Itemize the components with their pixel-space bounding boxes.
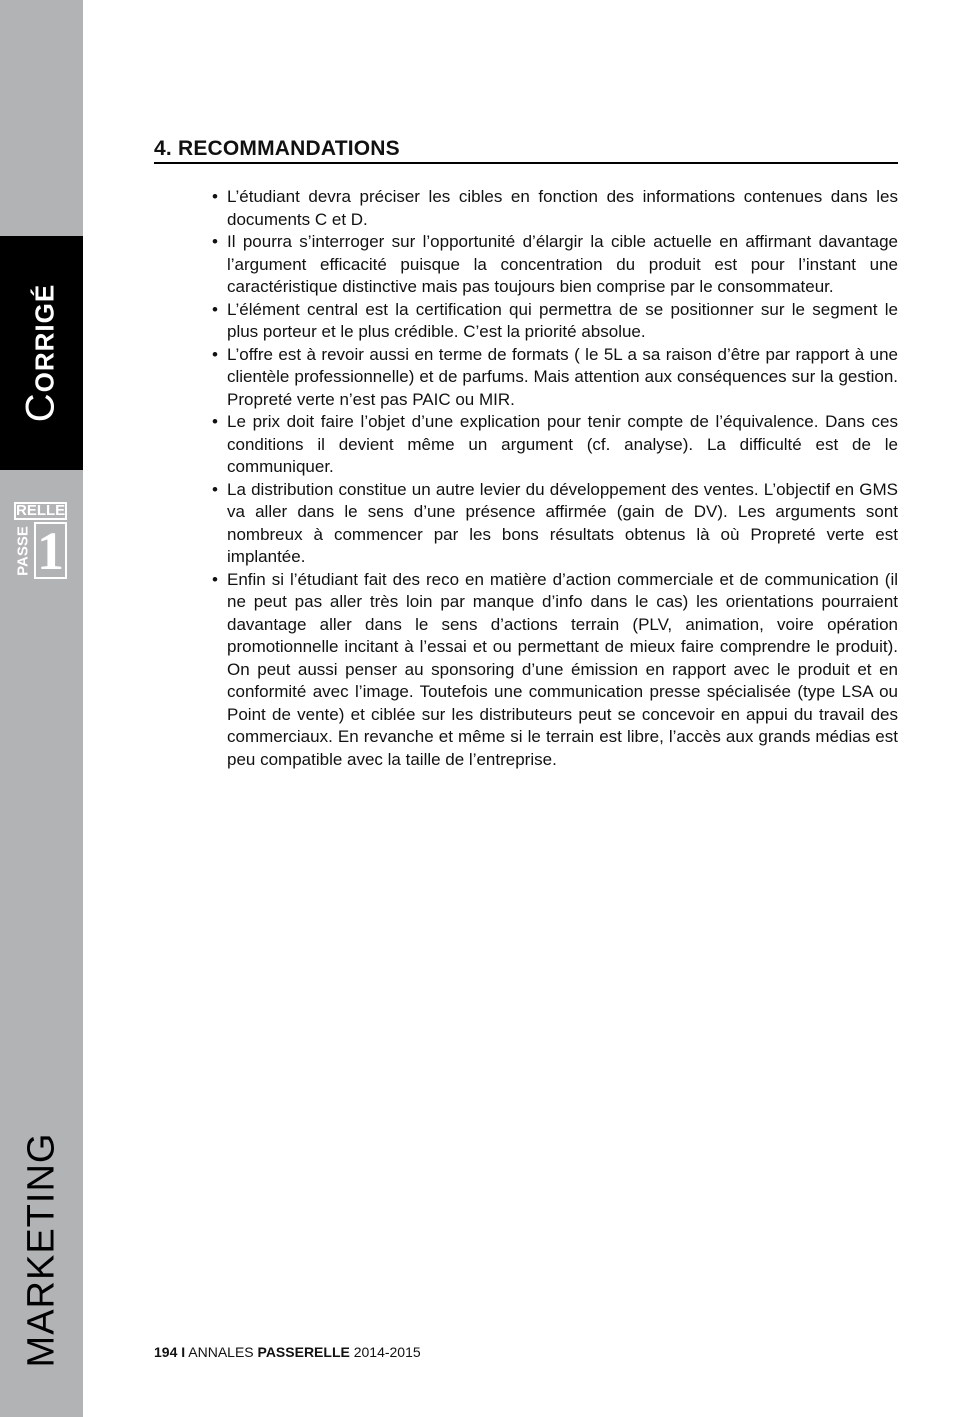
- list-item: • La distribution constitue un autre levier du développement des ventes. L’objectif en GMS va aller dans le sens d’une présence affirmée (gain de DV). Les arguments sont nombreux à commencer par les bons résultats obtenus là où Propreté verte est implantée.: [212, 479, 898, 569]
- footer-years: 2014-2015: [353, 1344, 421, 1360]
- list-item: • L’élément central est la certification qui permettra de se positionner sur le segment le plus porteur et le plus crédible. C’est la priorité absolue.: [212, 299, 898, 344]
- left-sidebar: [0, 0, 83, 1417]
- corrige-label: CORRIGÉ: [18, 283, 63, 423]
- logo-relle: RELLE: [16, 502, 66, 519]
- subject-label: MARKETING: [20, 1132, 63, 1368]
- page-footer: [154, 1344, 421, 1360]
- section-title: 4. RECOMMANDATIONS: [154, 137, 898, 164]
- list-item: • Le prix doit faire l’objet d’une explication pour tenir compte de l’équivalence. Dans ces conditions il devient même un argument (cf. analyse). La difficulté est de le communiquer.: [212, 411, 898, 479]
- footer-brand: PASSERELLE: [257, 1344, 350, 1360]
- list-item: • Il pourra s’interroger sur l’opportunité d’élargir la cible actuelle en affirmant davantage l’argument efficacité puisque la concentration du produit est pour l’instant une caractéristique distinctive mais pas toujours bien comprise par le consommateur.: [212, 231, 898, 299]
- logo-passe: PASSE: [14, 526, 32, 576]
- list-item: • L’offre est à revoir aussi en terme de formats ( le 5L a sa raison d’être par rapport à une clientèle professionnelle) et de parfums. Mais attention aux conséquences sur la gestion. Propreté verte n’est pas PAIC ou MIR.: [212, 344, 898, 412]
- list-item: • Enfin si l’étudiant fait des reco en matière d’action commerciale et de communication (il ne peut pas aller très loin par manque d’info dans le cas) les orientations pourraient davantage aller dans le sens d’actions terrain (PLV, animation, voire opération promotionnelle incitant à l’essai et ou permettant de mieux faire comprendre le produit). On peut aussi penser au sponsoring d’une émission en rapport avec le produit et en conformité avec l’image. Toutefois une communication presse spécialisée (type LSA ou Point de vente) et ciblée sur les distributeurs peut se concevoir en appui du travail des commerciaux. En revanche et même si le terrain est libre, l’accès aux grands médias est peu compatible avec la taille de l’entreprise.: [212, 569, 898, 772]
- page-number: 194: [154, 1344, 178, 1360]
- logo-number: 1: [34, 522, 67, 579]
- recommendations-list: [212, 186, 898, 771]
- footer-separator: I: [181, 1344, 186, 1360]
- passerelle-logo: [14, 502, 67, 579]
- list-item: • L’étudiant devra préciser les cibles en fonction des informations contenues dans les documents C et D.: [212, 186, 898, 231]
- footer-annales: ANNALES: [188, 1344, 254, 1360]
